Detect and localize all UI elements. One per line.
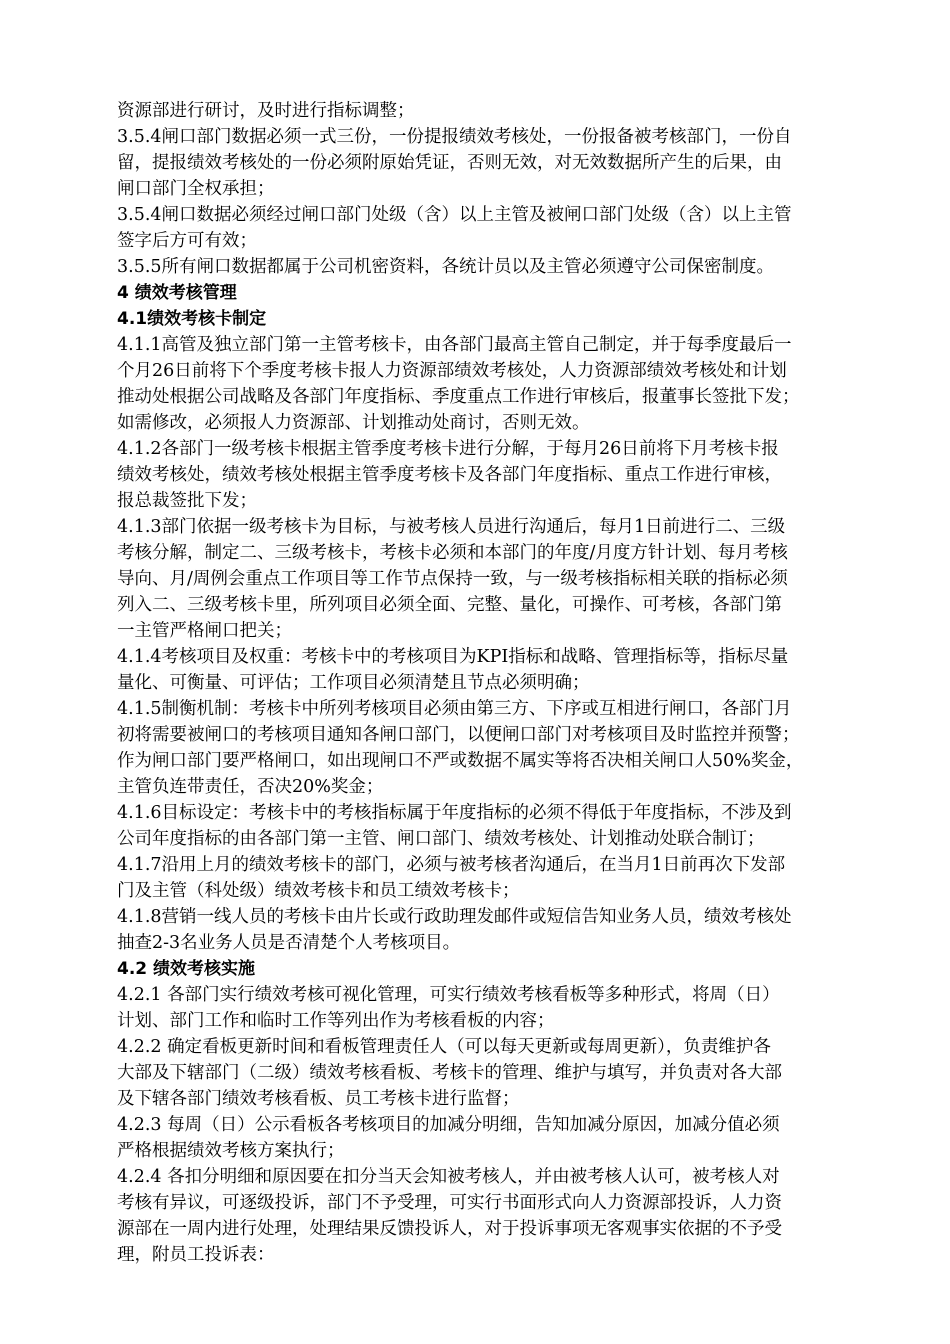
paragraph-line: 门及主管（科处级）绩效考核卡和员工绩效考核卡；: [117, 881, 520, 901]
paragraph-line: 计划、部门工作和临时工作等列出作为考核看板的内容；: [117, 1011, 555, 1031]
document-page: [117, 98, 861, 1268]
paragraph: [117, 254, 861, 280]
section-heading: 4.2 绩效考核实施: [117, 959, 256, 979]
paragraph-line: 3.5.4闸口数据必须经过闸口部门处级（含）以上主管及被闸口部门处级（含）以上主管: [117, 205, 792, 225]
paragraph-line: 4.1.5制衡机制：考核卡中所列考核项目必须由第三方、下序或互相进行闸口，各部门月: [117, 699, 792, 719]
paragraph-line: 4.1.4考核项目及权重：考核卡中的考核项目为KPI指标和战略、管理指标等，指标尽量: [117, 647, 789, 667]
paragraph-line: 列入二、三级考核卡里，所列项目必须全面、完整、量化，可操作、可考核，各部门第: [117, 595, 782, 615]
paragraph: [117, 98, 861, 124]
paragraph-line: 4.2.2 确定看板更新时间和看板管理责任人（可以每天更新或每周更新），负责维护各: [117, 1037, 771, 1057]
paragraph-line: 作为闸口部门要严格闸口，如出现闸口不严或数据不属实等将否决相关闸口人50%奖金，: [117, 751, 804, 771]
paragraph-line: 推动处根据公司战略及各部门年度指标、季度重点工作进行审核后，报董事长签批下发；: [117, 387, 800, 407]
paragraph-line: 及下辖各部门绩效考核看板、员工考核卡进行监督；: [117, 1089, 520, 1109]
paragraph-line: 报总裁签批下发；: [117, 491, 257, 511]
paragraph-line: 严格根据绩效考核方案执行；: [117, 1141, 345, 1161]
paragraph-line: 留，提报绩效考核处的一份必须附原始凭证，否则无效，对无效数据所产生的后果，由: [117, 153, 782, 173]
paragraph: [117, 644, 861, 696]
paragraph-line: 考核有异议，可逐级投诉，部门不予受理，可实行书面形式向人力资源部投诉，人力资: [117, 1193, 782, 1213]
paragraph-line: 4.2.4 各扣分明细和原因要在扣分当天会知被考核人，并由被考核人认可，被考核人对: [117, 1167, 780, 1187]
paragraph-line: 理，附员工投诉表：: [117, 1245, 275, 1265]
paragraph: [117, 1112, 861, 1164]
paragraph: [117, 1034, 861, 1112]
section-heading: 4.1绩效考核卡制定: [117, 309, 267, 329]
paragraph-line: 4.2.3 每周（日）公示看板各考核项目的加减分明细，告知加减分原因，加减分值必须: [117, 1115, 780, 1135]
paragraph-line: 初将需要被闸口的考核项目通知各闸口部门，以便闸口部门对考核项目及时监控并预警；: [117, 725, 800, 745]
paragraph-line: 4.1.6目标设定：考核卡中的考核指标属于年度指标的必须不得低于年度指标，不涉及到: [117, 803, 792, 823]
paragraph-line: 一主管严格闸口把关；: [117, 621, 292, 641]
paragraph-line: 考核分解，制定二、三级考核卡，考核卡必须和本部门的年度/月度方针计划、每月考核: [117, 543, 788, 563]
paragraph-line: 量化、可衡量、可评估；工作项目必须清楚且节点必须明确；: [117, 673, 590, 693]
paragraph: [117, 904, 861, 956]
paragraph: [117, 852, 861, 904]
paragraph-line: 主管负连带责任，否决20%奖金；: [117, 777, 384, 797]
paragraph-line: 3.5.5所有闸口数据都属于公司机密资料，各统计员以及主管必须遵守公司保密制度。: [117, 257, 775, 277]
paragraph-line: 资源部进行研讨，及时进行指标调整；: [117, 101, 415, 121]
paragraph: [117, 800, 861, 852]
paragraph: [117, 1164, 861, 1268]
paragraph-line: 导向、月/周例会重点工作项目等工作节点保持一致，与一级考核指标相关联的指标必须: [117, 569, 788, 589]
paragraph: [117, 332, 861, 436]
paragraph-line: 抽查2-3名业务人员是否清楚个人考核项目。: [117, 933, 461, 953]
paragraph: [117, 982, 861, 1034]
paragraph-line: 4.2.1 各部门实行绩效考核可视化管理，可实行绩效考核看板等多种形式，将周（日）: [117, 985, 780, 1005]
paragraph: [117, 202, 861, 254]
paragraph-line: 闸口部门全权承担；: [117, 179, 275, 199]
paragraph-line: 签字后方可有效；: [117, 231, 257, 251]
paragraph: [117, 696, 861, 800]
paragraph: [117, 514, 861, 644]
paragraph-line: 大部及下辖部门（二级）绩效考核看板、考核卡的管理、维护与填写，并负责对各大部: [117, 1063, 782, 1083]
paragraph: [117, 436, 861, 514]
section-heading: 4 绩效考核管理: [117, 283, 237, 303]
paragraph-line: 4.1.7沿用上月的绩效考核卡的部门，必须与被考核者沟通后，在当月1日前再次下发部: [117, 855, 786, 875]
paragraph-line: 源部在一周内进行处理，处理结果反馈投诉人，对于投诉事项无客观事实依据的不予受: [117, 1219, 782, 1239]
paragraph: [117, 124, 861, 202]
paragraph-line: 4.1.2各部门一级考核卡根据主管季度考核卡进行分解，于每月26日前将下月考核卡报: [117, 439, 779, 459]
paragraph-line: 如需修改，必须报人力资源部、计划推动处商讨，否则无效。: [117, 413, 590, 433]
paragraph-line: 绩效考核处，绩效考核处根据主管季度考核卡及各部门年度指标、重点工作进行审核，: [117, 465, 782, 485]
paragraph-line: 4.1.8营销一线人员的考核卡由片长或行政助理发邮件或短信告知业务人员，绩效考核处: [117, 907, 792, 927]
paragraph-line: 4.1.3部门依据一级考核卡为目标，与被考核人员进行沟通后，每月1日前进行二、三级: [117, 517, 786, 537]
paragraph-line: 4.1.1高管及独立部门第一主管考核卡，由各部门最高主管自己制定，并于每季度最后一: [117, 335, 792, 355]
paragraph-line: 公司年度指标的由各部门第一主管、闸口部门、绩效考核处、计划推动处联合制订；: [117, 829, 765, 849]
paragraph-line: 个月26日前将下个季度考核卡报人力资源部绩效考核处，人力资源部绩效考核处和计划: [117, 361, 787, 381]
paragraph-line: 3.5.4闸口部门数据必须一式三份，一份提报绩效考核处，一份报备被考核部门，一份自: [117, 127, 792, 147]
